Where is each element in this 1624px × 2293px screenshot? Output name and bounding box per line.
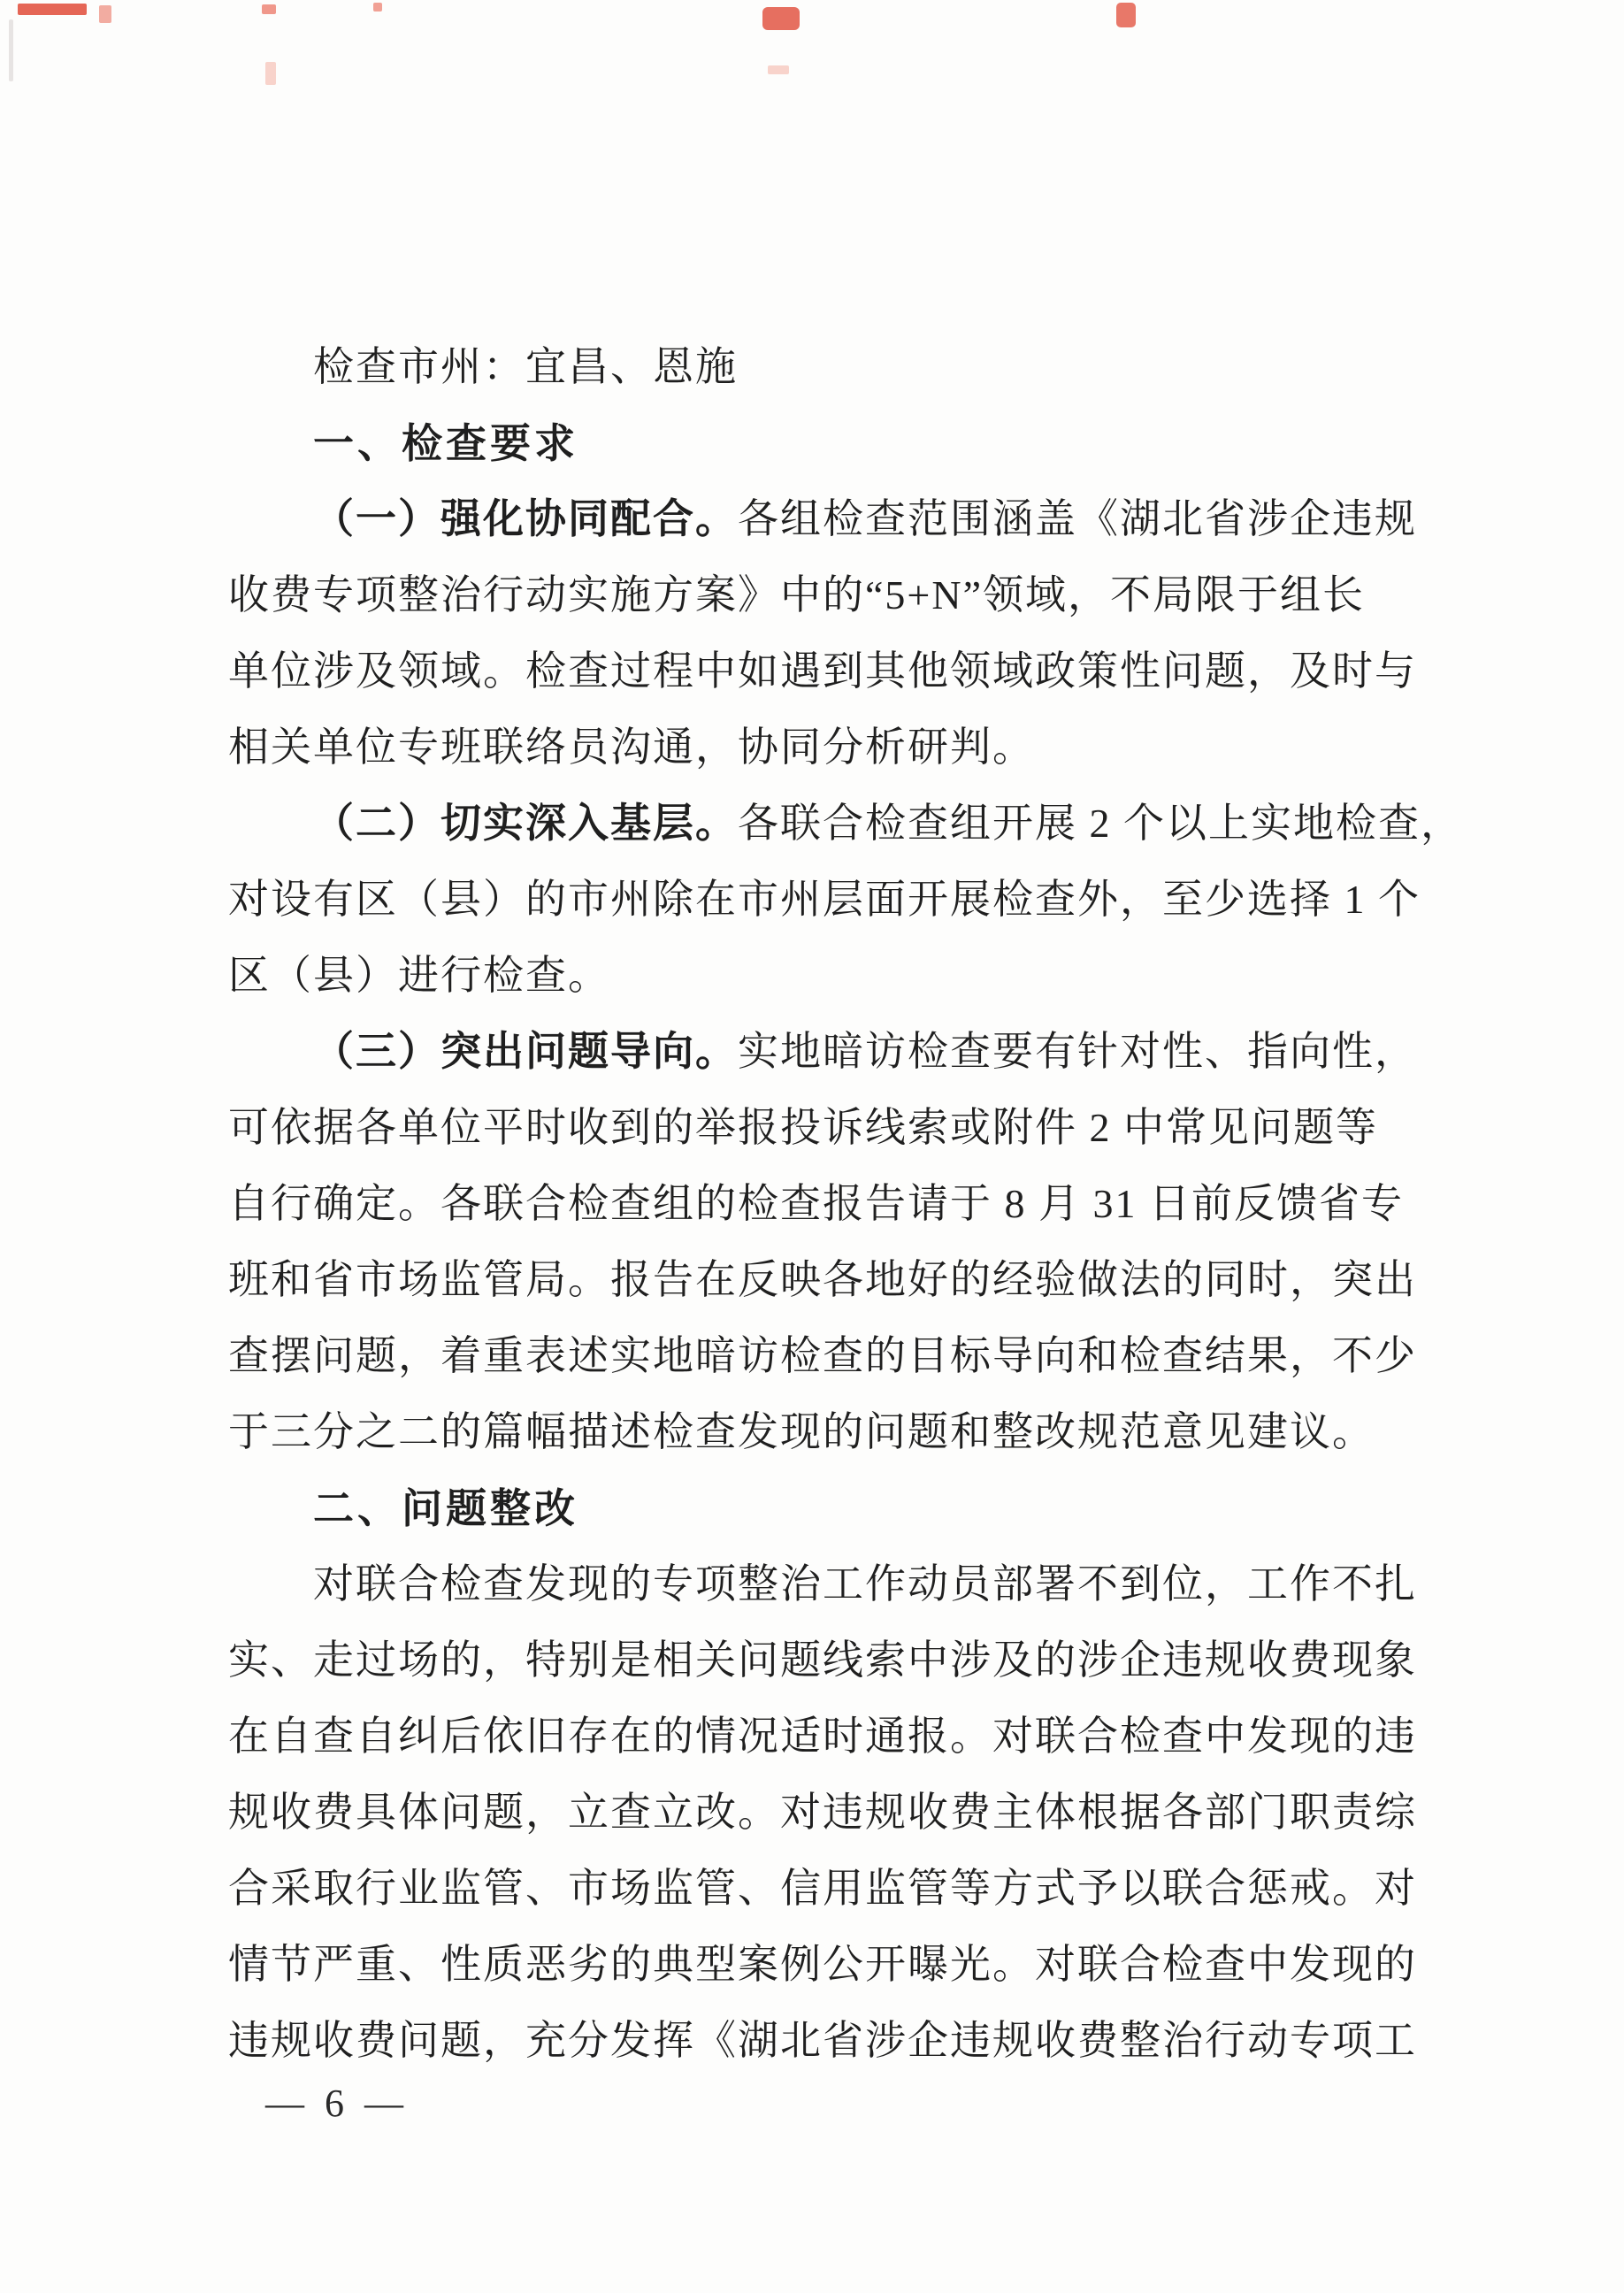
section1-heading: 一、检查要求	[313, 420, 578, 466]
paragraph-text: 实地暗访检查要有针对性、指向性，	[738, 1029, 1417, 1074]
gray-scan-line	[9, 19, 13, 81]
paragraph-line: 区（县）进行检查。	[228, 953, 610, 998]
paragraph-line: 合采取行业监管、市场监管、信用监管等方式予以联合惩戒。对	[228, 1866, 1417, 1911]
paragraph-line: 对设有区（县）的市州除在市州层面开展检查外，至少选择 1 个	[228, 877, 1421, 922]
red-scan-artifact	[1116, 3, 1136, 27]
paragraph-text: 各联合检查组开展 2 个以上实地检查，	[738, 801, 1463, 846]
paragraph-line	[228, 786, 1463, 862]
item1-lead-in: （一）强化协同配合。	[313, 496, 738, 541]
document-body	[228, 329, 1463, 2079]
paragraph-line	[228, 481, 1417, 557]
paragraph-line: 可依据各单位平时收到的举报投诉线索或附件 2 中常见问题等	[228, 1105, 1378, 1150]
red-scan-artifact	[265, 62, 276, 85]
paragraph-line: 违规收费问题，充分发挥《湖北省涉企违规收费整治行动专项工	[228, 2018, 1417, 2063]
paragraph-line: 规收费具体问题，立查立改。对违规收费主体根据各部门职责综	[228, 1790, 1417, 1835]
item2-lead-in: （二）切实深入基层。	[313, 801, 738, 846]
paragraph-line: 收费专项整治行动实施方案》中的“5+N”领域，不局限于组长	[228, 572, 1365, 617]
red-scan-artifact	[18, 4, 87, 15]
red-scan-artifact	[99, 5, 111, 23]
red-scan-artifact	[373, 3, 382, 12]
paragraph-text: 各组检查范围涵盖《湖北省涉企违规	[738, 496, 1417, 541]
red-scan-artifact	[262, 4, 276, 14]
item3-lead-in: （三）突出问题导向。	[313, 1029, 738, 1074]
paragraph-line: 班和省市场监管局。报告在反映各地好的经验做法的同时，突出	[228, 1257, 1417, 1302]
section2-heading: 二、问题整改	[313, 1485, 578, 1531]
paragraph-line: 对联合检查发现的专项整治工作动员部署不到位，工作不扎	[313, 1561, 1417, 1607]
paragraph-line: 相关单位专班联络员沟通，协同分析研判。	[228, 725, 1035, 770]
paragraph-line: 查摆问题，着重表述实地暗访检查的目标导向和检查结果，不少	[228, 1333, 1417, 1378]
red-scan-artifact	[768, 65, 789, 74]
paragraph-line	[228, 1014, 1417, 1090]
check-cities-line: 检查市州：宜昌、恩施	[313, 344, 738, 389]
red-scan-artifact	[762, 7, 800, 30]
page-number: — 6 —	[265, 2082, 409, 2125]
paragraph-line: 实、走过场的，特别是相关问题线索中涉及的涉企违规收费现象	[228, 1637, 1417, 1683]
paragraph-line: 于三分之二的篇幅描述检查发现的问题和整改规范意见建议。	[228, 1409, 1375, 1454]
paragraph-line: 在自查自纠后依旧存在的情况适时通报。对联合检查中发现的违	[228, 1714, 1417, 1759]
paragraph-line: 情节严重、性质恶劣的典型案例公开曝光。对联合检查中发现的	[228, 1942, 1417, 1987]
paragraph-line: 自行确定。各联合检查组的检查报告请于 8 月 31 日前反馈省专	[228, 1181, 1404, 1226]
paragraph-line: 单位涉及领域。检查过程中如遇到其他领域政策性问题，及时与	[228, 648, 1417, 694]
